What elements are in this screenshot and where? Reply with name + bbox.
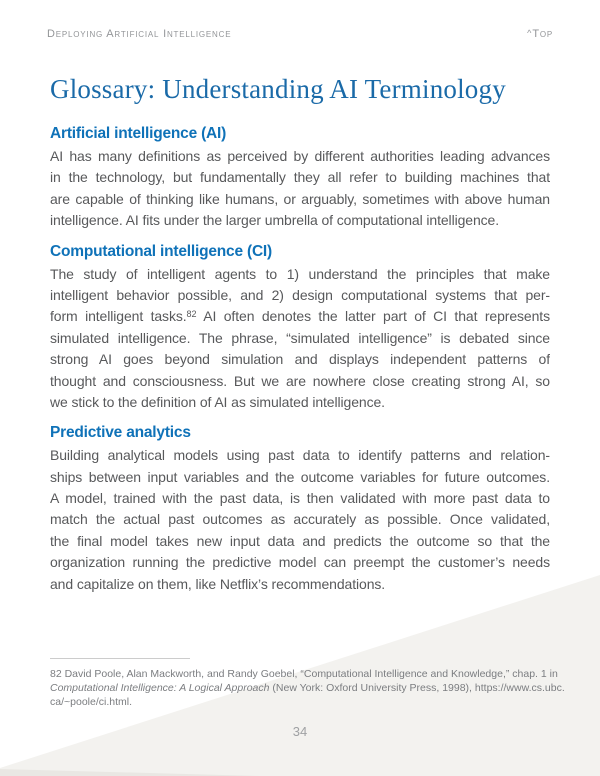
footnote-line: Computational Intelligence: A Logical Approach (New York: Oxford University Press, 1998), https://www.cs.ubc. (50, 682, 565, 695)
page-number: 34 (292, 724, 308, 739)
body-text-line: ships between input variables and the outcome variables for future outcomes. (50, 468, 550, 485)
body-text-line: we stick to the definition of AI as simulated intelligence. (50, 393, 385, 410)
top-link-label: Top (532, 28, 553, 40)
body-text-line: Building analytical models using past data to identify patterns and relation- (50, 447, 550, 464)
body-text-line: thought and consciousness. But we are nowhere close creating strong AI, so (50, 372, 550, 389)
body-text-line: form intelligent tasks.$^{82}$ AI often denotes the latter part of CI that represents (50, 308, 550, 325)
wedge-main (0, 575, 600, 776)
body-text-line: are capable of thinking like humans, or arguably, sometimes with above human (50, 190, 550, 207)
section-heading: Computational intelligence (CI) (50, 242, 273, 260)
body-text-line: intelligent behavior possible, and 2) design computational systems that per- (50, 286, 550, 303)
body-text-line: the final model takes new input data and predicts the outcome so that the (50, 532, 550, 549)
body-text-line: and capitalize on them, like Netflix’s recommendations. (50, 575, 386, 592)
body-text-line: The study of intelligent agents to 1) understand the principles that make (50, 265, 550, 282)
back-to-top-link[interactable] (527, 27, 553, 41)
glossary-section (50, 124, 550, 232)
footnote-line: 82 David Poole, Alan Mackworth, and Randy Goebel, “Computational Intelligence and Knowledge,” chap. 1 in (50, 668, 558, 680)
body-text-line: intelligence. AI fits under the larger umbrella of computational intelligence. (50, 212, 500, 229)
section-heading: Artificial intelligence (AI) (50, 125, 227, 142)
page-title: Glossary: Understanding AI Terminology (50, 74, 506, 104)
body-text-line: in the technology, but fundamentally they all refer to building machines that (50, 169, 550, 186)
body-text-line: simulated intelligence. The phrase, “simulated intelligence” is debated since (50, 329, 550, 346)
body-text-line: A model, trained with the past data, is then validated with more past data to (50, 490, 550, 507)
running-header (47, 27, 553, 41)
glossary-section (50, 423, 550, 595)
footnote-line: ca/~poole/ci.html. (50, 696, 133, 709)
body-text-line: AI has many definitions as perceived by different authorities leading advances (50, 148, 550, 164)
document-title: Deploying Artificial Intelligence (47, 28, 232, 40)
body-text-line: match the actual past outcomes as accurately as possible. Once validated, (50, 511, 550, 528)
glossary-section (50, 242, 550, 414)
glossary-sections (50, 124, 550, 595)
body-text-line: strong AI goes beyond simulation and displays independent patterns of (50, 351, 550, 368)
body-text-line: organization running the predictive model can preempt the customer’s needs (50, 554, 550, 571)
section-heading: Predictive analytics (50, 424, 191, 442)
caret-up-icon: ^ (527, 28, 532, 38)
